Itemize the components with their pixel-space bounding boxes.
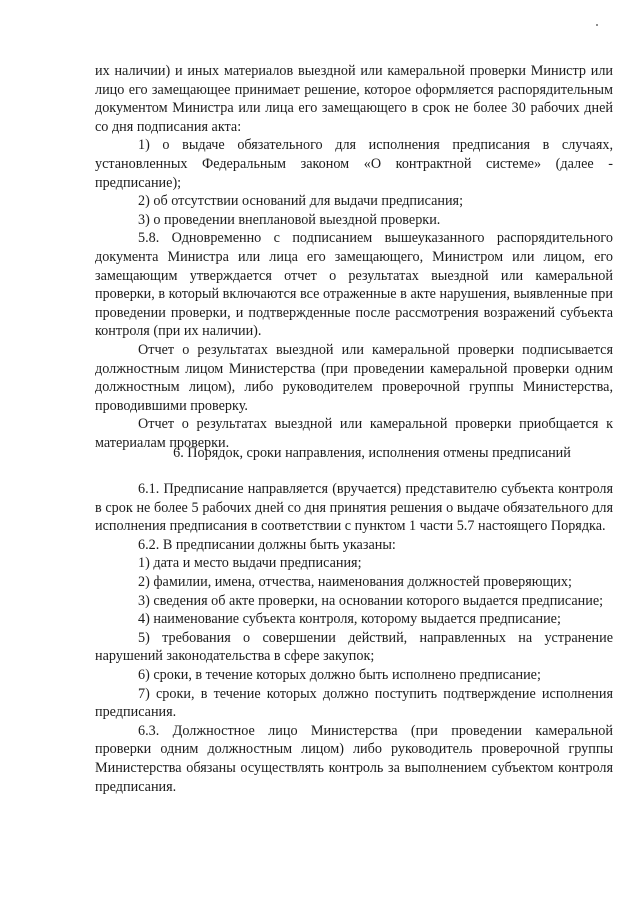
clause-6-2-paragraph: 6.2. В предписании должны быть указаны: [138, 536, 396, 553]
clause-5-8-paragraph: 5.8. Одновременно с подписанием вышеуказанного распорядительного документа Министра или лица его замещающего, Министром или лицом, его замещающим утверждается отчет о результатах выездной или камеральной проверки, в который включаются все отраженные в акте нарушения, выявленные при проведении проверки, и подтвержденные после рассмотрения возражений субъекта контроля (при их наличии). [95, 230, 613, 340]
requirement-item-3: 3) сведения об акте проверки, на основании которого выдается предписание; [138, 592, 604, 609]
requirement-item-5: 5) требования о совершении действий, направленных на устранение нарушений законодательства в сфере закупок; [95, 629, 613, 665]
report-signing-paragraph: Отчет о результатах выездной или камеральной проверки подписывается должностным лицом Министерства (при проведении камеральной проверки одним должностным лицом), либо руководителем проверочной группы Министерства, проводившими проверку. [95, 341, 613, 414]
requirement-item-1: 1) дата и место выдачи предписания; [138, 555, 362, 572]
requirement-item-6: 6) сроки, в течение которых должно быть исполнено предписание; [138, 666, 541, 683]
decision-option-1: 1) о выдаче обязательного для исполнения предписания в случаях, установленных Федеральным законом «О контрактной системе» (далее - предписание); [95, 137, 613, 191]
section-6-body [95, 480, 613, 796]
requirement-item-7: 7) сроки, в течение которых должно поступить подтверждение исполнения предписания. [95, 685, 613, 721]
requirement-item-4: 4) наименование субъекта контроля, которому выдается предписание; [138, 611, 561, 628]
requirement-item-2: 2) фамилии, имена, отчества, наименования должностей проверяющих; [138, 573, 572, 590]
decision-intro-paragraph: их наличии) и иных материалов выездной или камеральной проверки Министр или лицо его замещающее принимает решение, которое оформляется распорядительным документом Министра или лица его замещающего в срок не более 30 рабочих дней со дня подписания акта: [95, 63, 613, 135]
section-6-heading: 6. Порядок, сроки направления, исполнения отмены предписаний [173, 445, 571, 461]
decision-option-3: 3) о проведении внеплановой выездной проверки. [138, 211, 441, 228]
decision-section [95, 62, 613, 452]
scan-speck [596, 24, 598, 26]
clause-6-1-paragraph: 6.1. Предписание направляется (вручается) представителю субъекта контроля в срок не более 5 рабочих дней со дня принятия решения о выдаче обязательного для исполнения предписания в соответствии с пунктом 1 части 5.7 настоящего Порядка. [95, 481, 613, 535]
decision-option-2: 2) об отсутствии оснований для выдачи предписания; [138, 193, 464, 210]
clause-6-3-paragraph: 6.3. Должностное лицо Министерства (при проведении камеральной проверки одним должностным лицом) либо руководитель проверочной группы Министерства обязаны осуществлять контроль за выполнением субъектом контроля предписания. [95, 722, 613, 795]
report-attachment-paragraph: Отчет о результатах выездной или камеральной проверки приобщается к материалам проверки. [95, 416, 613, 451]
